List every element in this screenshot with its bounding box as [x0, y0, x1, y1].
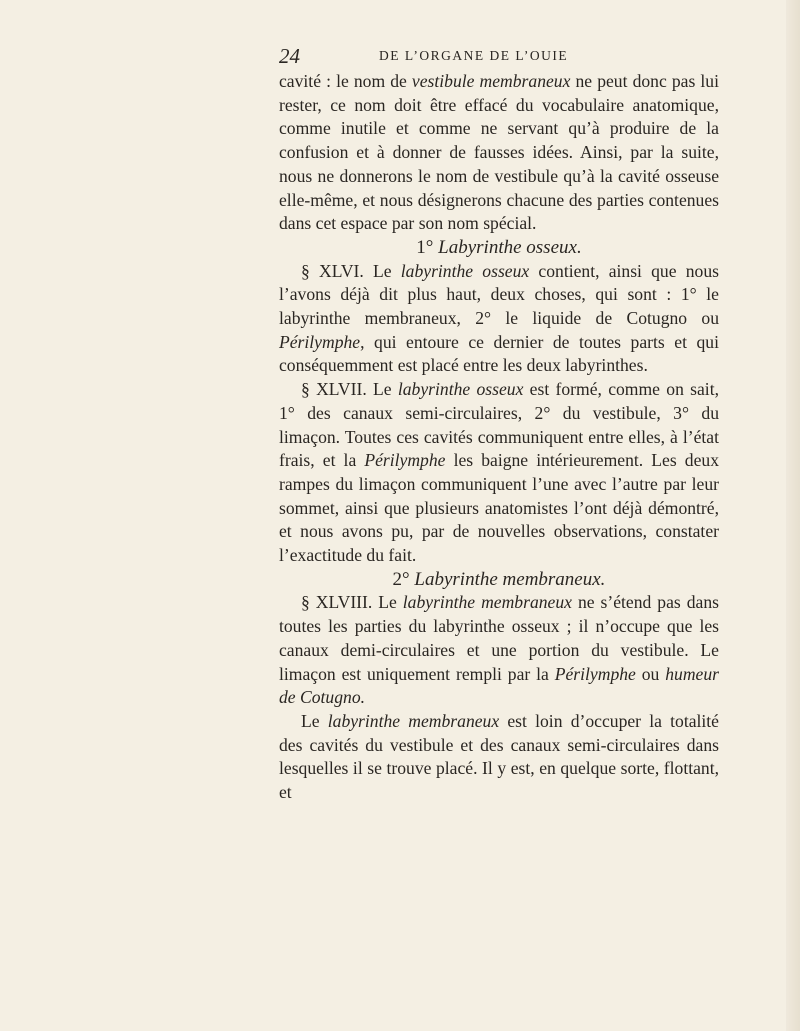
section-number: 1°: [416, 236, 434, 258]
text-run: contient, ainsi que nous l’avons déjà dit plus haut, deux choses, qui sont : 1° le labyrinthe membraneux, 2° le liquide de Cotugno ou: [279, 260, 719, 329]
paragraph-4: [279, 591, 719, 710]
italic-term: Périlymphe: [279, 331, 361, 352]
italic-term: Périlymphe: [364, 450, 446, 471]
text-run: est loin d’occuper la totalité des cavités du vestibule et des canaux semi-circulaires dans lesquelles il se trouve placé. Il y est, en quelque sorte, flottant, et: [279, 710, 719, 803]
page-number: 24: [279, 44, 300, 68]
italic-term: humeur de Cotugno.: [279, 663, 720, 708]
paragraph-5: [279, 710, 719, 805]
text-run: Le: [301, 710, 328, 731]
paragraph-1: [279, 70, 719, 236]
section-title-1: [279, 236, 719, 260]
text-run: les baigne intérieurement. Les deux rampes du limaçon communiquent l’une avec l’autre par leur sommet, ainsi que plusieurs anatomistes l’ont déjà démontré, et nous avons pu, par de nouvelles observations, constater l’exactitude du fait.: [279, 450, 719, 566]
text-run: ne s’étend pas dans toutes les parties du labyrinthe osseux ; il n’occupe que les canaux demi-circulaires et une portion du vestibule. Le limaçon est uniquement rempli par la: [279, 592, 719, 684]
section-heading: Labyrinthe membraneux.: [414, 568, 606, 590]
paragraph-3: [279, 378, 719, 568]
italic-term: Périlymphe: [554, 663, 636, 684]
section-heading: Labyrinthe osseux.: [438, 236, 582, 258]
text-run: , qui entoure ce dernier de toutes parts et qui conséquemment est placé entre les deux labyrinthes.: [279, 331, 719, 376]
italic-term: labyrinthe membraneux: [327, 710, 500, 731]
italic-term: labyrinthe membraneux: [402, 592, 572, 613]
text-run: cavité : le nom de: [279, 71, 412, 91]
text-run: ne peut donc pas lui rester, ce nom doit être effacé du vocabulaire anatomique, comme inutile et comme ne servant qu’à produire de la confusion et à donner de fausses idées. Ainsi, par la suite, nous ne donnerons le nom de vestibule qu’à la cavité osseuse elle-même, et nous désignerons chacune des parties contenues dans cet espace par son nom spécial.: [279, 71, 719, 234]
text-run: § XLVIII. Le: [301, 592, 403, 613]
text-run: § XLVII. Le: [301, 379, 398, 400]
running-title: DE L’ORGANE DE L’OUIE: [379, 48, 569, 63]
italic-term: labyrinthe osseux: [400, 260, 530, 281]
italic-term: labyrinthe osseux: [397, 379, 524, 400]
body-text: [279, 70, 719, 805]
text-run: ou: [635, 663, 666, 684]
text-run: § XLVI. Le: [301, 260, 401, 281]
paragraph-2: [279, 260, 719, 379]
page-edge: [786, 0, 800, 1031]
section-title-2: [279, 568, 719, 592]
section-number: 2°: [392, 568, 410, 590]
text-run: est formé, comme on sait, 1° des canaux semi-circulaires, 2° du vestibule, 3° du limaçon. Toutes ces cavités communiquent entre elles, à l’état frais, et la: [279, 379, 719, 471]
italic-term: vestibule membraneux: [411, 71, 571, 91]
